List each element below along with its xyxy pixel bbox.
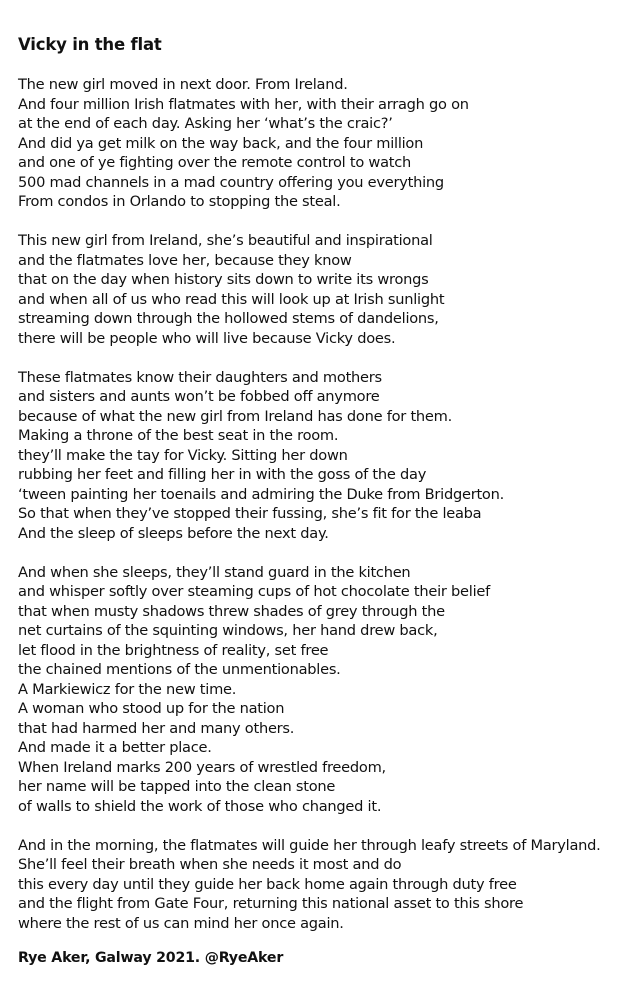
poem-line: her name will be tapped into the clean stone	[18, 778, 336, 795]
poem-page	[18, 34, 618, 968]
poem-line: and the flatmates love her, because they know	[18, 251, 352, 269]
poem-line: This new girl from Ireland, she’s beautiful and inspirational	[18, 232, 433, 249]
stanza-3	[18, 368, 618, 544]
poem-line: they’ll make the tay for Vicky. Sitting her down	[18, 446, 348, 464]
poem-line: rubbing her feet and filling her in with the goss of the day	[18, 466, 427, 483]
author-signature: Rye Aker, Galway 2021. @RyeAker	[18, 949, 284, 966]
poem-line: this every day until they guide her back home again through duty free	[18, 875, 517, 893]
poem-line: And the sleep of sleeps before the next day.	[18, 524, 329, 542]
poem-line: The new girl moved in next door. From Ireland.	[18, 76, 348, 93]
stanza-1	[18, 75, 618, 212]
poem-line: because of what the new girl from Ireland has done for them.	[18, 407, 452, 425]
poem-line: From condos in Orlando to stopping the steal.	[18, 193, 341, 210]
poem-line: Making a throne of the best seat in the room.	[18, 427, 339, 444]
poem-line: These flatmates know their daughters and mothers	[18, 368, 382, 386]
poem-line: the chained mentions of the unmentionables.	[18, 661, 341, 678]
poem-line: streaming down through the hollowed stems of dandelions,	[18, 310, 439, 327]
poem-line: So that when they’ve stopped their fussing, she’s fit for the leaba	[18, 505, 482, 522]
poem-line: 500 mad channels in a mad country offering you everything	[18, 173, 444, 191]
poem-line: When Ireland marks 200 years of wrestled freedom,	[18, 758, 386, 776]
poem-line: She’ll feel their breath when she needs it most and do	[18, 856, 402, 873]
poem-line: and the flight from Gate Four, returning this national asset to this shore	[18, 895, 524, 912]
poem-line: And did ya get milk on the way back, and the four million	[18, 134, 424, 152]
poem-line: at the end of each day. Asking her ‘what’s the craic?’	[18, 115, 393, 132]
poem-line: there will be people who will live because Vicky does.	[18, 329, 396, 347]
stanza-2	[18, 231, 618, 348]
poem-line: let flood in the brightness of reality, set free	[18, 641, 329, 659]
poem-line: that on the day when history sits down to write its wrongs	[18, 271, 429, 288]
poem-line: that when musty shadows threw shades of grey through the	[18, 602, 445, 620]
poem-line: and sisters and aunts won’t be fobbed off anymore	[18, 388, 380, 405]
poem-line: that had harmed her and many others.	[18, 719, 295, 737]
poem-line: net curtains of the squinting windows, her hand drew back,	[18, 622, 438, 639]
poem-line: where the rest of us can mind her once again.	[18, 914, 344, 932]
poem-line: A woman who stood up for the nation	[18, 700, 285, 717]
poem-line: A Markiewicz for the new time.	[18, 680, 237, 698]
poem-line: and one of ye fighting over the remote control to watch	[18, 154, 412, 171]
poem-line: and whisper softly over steaming cups of hot chocolate their belief	[18, 583, 491, 600]
poem-line: And when she sleeps, they’ll stand guard in the kitchen	[18, 563, 411, 581]
poem-line: And in the morning, the flatmates will guide her through leafy streets of Maryland.	[18, 836, 601, 854]
poem-line: ‘tween painting her toenails and admiring the Duke from Bridgerton.	[18, 485, 504, 503]
stanza-5	[18, 836, 618, 934]
poem-line: And made it a better place.	[18, 739, 212, 756]
poem-line: And four million Irish flatmates with her, with their arragh go on	[18, 95, 469, 113]
poem-line: of walls to shield the work of those who changed it.	[18, 797, 382, 815]
poem-title: Vicky in the flat	[18, 35, 162, 54]
stanza-4	[18, 563, 618, 817]
poem-line: and when all of us who read this will look up at Irish sunlight	[18, 290, 445, 308]
